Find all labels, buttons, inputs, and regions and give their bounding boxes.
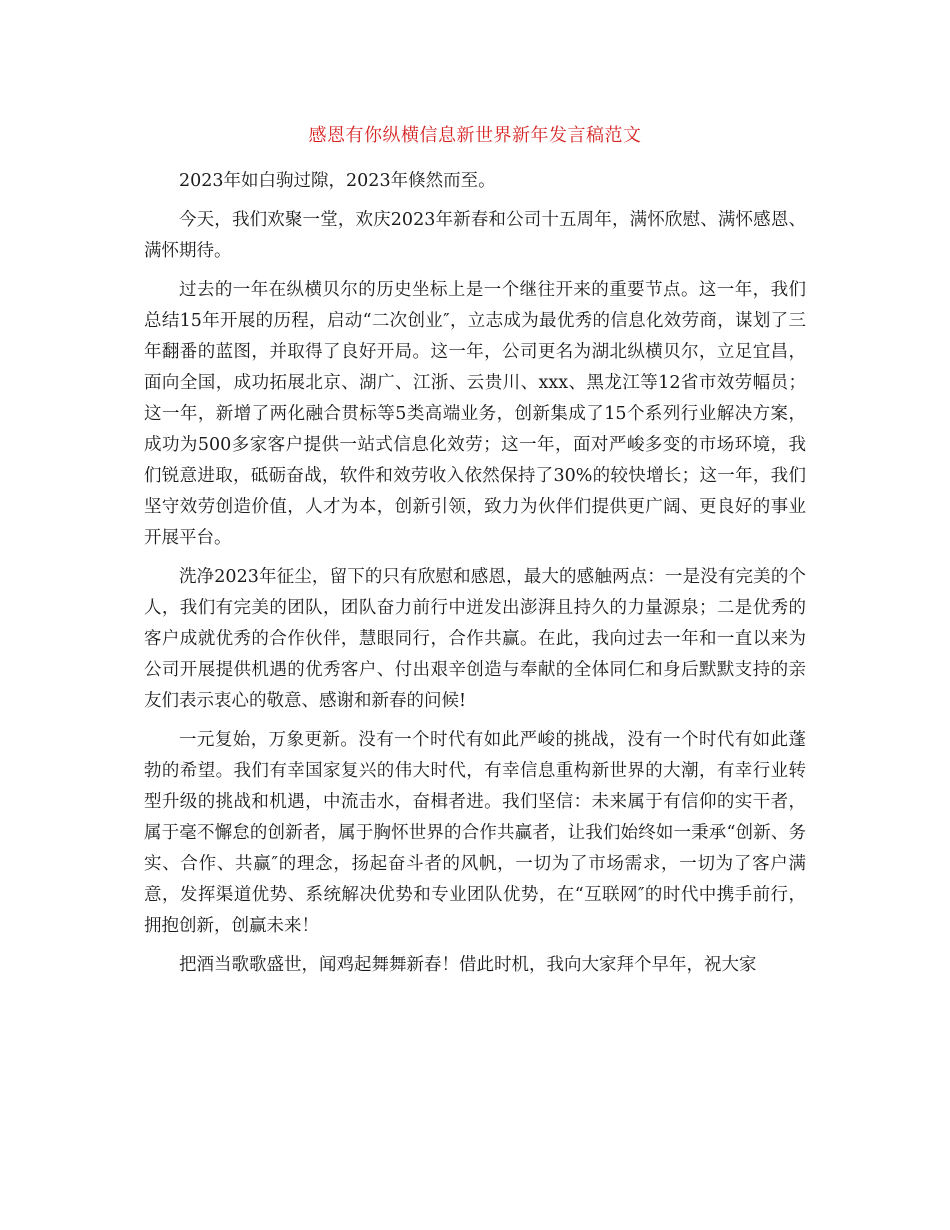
paragraph-2: 今天，我们欢聚一堂，欢庆2023年新春和公司十五周年，满怀欣慰、满怀感恩、满怀期待。 [144,210,806,261]
paragraph-5: 一元复始，万象更新。没有一个时代有如此严峻的挑战，没有一个时代有如此蓬勃的希望。我们有幸国家复兴的伟大时代，有幸信息重构新世界的大潮，有幸行业转型升级的挑战和机遇，中流击水，奋楫者进。我们坚信：未来属于有信仰的实干者，属于毫不懈怠的创新者，属于胸怀世界的合作共赢者，让我们始终如一秉承“创新、务实、合作、共赢″的理念，扬起奋斗者的风帆，一切为了市场需求，一切为了客户满意，发挥渠道优势、系统解决优势和专业团队优势，在“互联网″的时代中携手前行，拥抱创新，创赢未来！ [144,730,806,936]
paragraph-4: 洗净2023年征尘，留下的只有欣慰和感恩，最大的感触两点：一是没有完美的个人，我们有完美的团队，团队奋力前行中迸发出澎湃且持久的力量源泉；二是优秀的客户成就优秀的合作伙伴，慧眼同行，合作共赢。在此，我向过去一年和一直以来为公司开展提供机遇的优秀客户、付出艰辛创造与奉献的全体同仁和身后默默支持的亲友们表示衷心的敬意、感谢和新春的问候! [144,567,806,711]
document-body [144,166,806,989]
paragraph-6: 把酒当歌歌盛世，闻鸡起舞舞新春！借此时机，我向大家拜个早年，祝大家 [179,955,757,975]
paragraph-1: 2023年如白驹过隙，2023年倏然而至。 [179,171,496,191]
document-title: 感恩有你纵横信息新世界新年发言稿范文 [308,125,642,146]
paragraph-3: 过去的一年在纵横贝尔的历史坐标上是一个继往开来的重要节点。这一年，我们总结15年开展的历程，启动“二次创业″，立志成为最优秀的信息化效劳商，谋划了三年翻番的蓝图，并取得了良好开局。这一年，公司更名为湖北纵横贝尔，立足宜昌，面向全国，成功拓展北京、湖广、江浙、云贵川、xxx、黑龙江等12省市效劳幅员；这一年，新增了两化融合贯标等5类高端业务，创新集成了15个系列行业解决方案，成功为500多家客户提供一站式信息化效劳；这一年，面对严峻多变的市场环境，我们锐意进取，砥砺奋战，软件和效劳收入依然保持了30%的较快增长；这一年，我们坚守效劳创造价值，人才为本，创新引领，致力为伙伴们提供更广阔、更良好的事业开展平台。 [144,280,806,548]
